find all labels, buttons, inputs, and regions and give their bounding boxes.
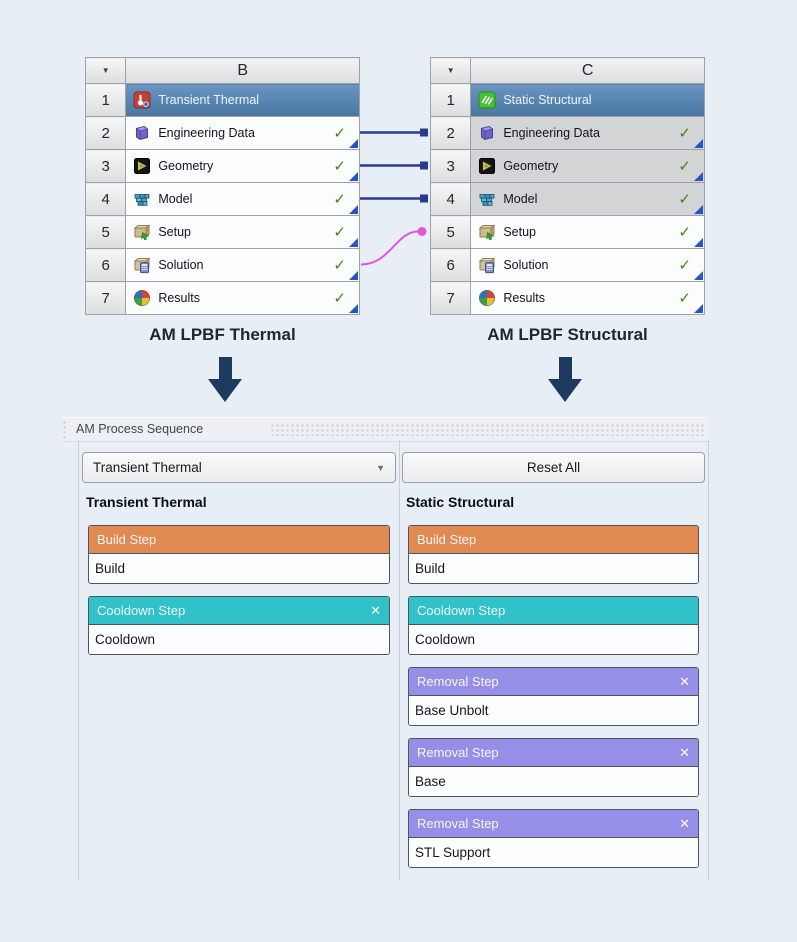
system-row xyxy=(86,282,360,315)
step-card-build-step xyxy=(408,525,699,584)
engineering-data-icon xyxy=(478,124,496,142)
state-triangle-icon xyxy=(694,205,703,214)
step-name: Base xyxy=(409,766,698,796)
step-card-header[interactable] xyxy=(409,526,698,553)
engineering-data-icon xyxy=(133,124,151,142)
cell-label: Results xyxy=(158,291,201,305)
close-icon[interactable]: ✕ xyxy=(370,603,381,618)
system-menu-icon[interactable]: ▼ xyxy=(431,58,471,84)
solution-icon xyxy=(133,256,151,274)
cell-setup[interactable] xyxy=(471,216,705,249)
cell-results[interactable] xyxy=(471,282,705,315)
close-icon[interactable]: ✕ xyxy=(679,816,690,831)
row-number: 6 xyxy=(86,249,126,282)
step-card-header[interactable] xyxy=(89,526,389,553)
sequence-column-thermal xyxy=(78,440,400,880)
cell-solution[interactable] xyxy=(126,249,360,282)
static-structural-icon xyxy=(478,91,496,109)
results-icon xyxy=(478,289,496,307)
geometry-icon xyxy=(133,157,151,175)
system-row xyxy=(431,150,705,183)
step-type-label: Removal Step xyxy=(417,674,499,689)
step-card-cooldown-step xyxy=(88,596,390,655)
down-arrow-icon xyxy=(548,357,582,402)
down-arrow-icon xyxy=(208,357,242,402)
model-icon xyxy=(133,190,151,208)
step-card-removal-step xyxy=(408,809,699,868)
check-ok-icon: ✓ xyxy=(333,223,346,241)
system-caption-structural: AM LPBF Structural xyxy=(487,325,648,344)
cell-label: Static Structural xyxy=(503,93,592,107)
sequence-type-dropdown[interactable] xyxy=(82,452,396,483)
cell-setup[interactable] xyxy=(126,216,360,249)
system-menu-icon[interactable]: ▼ xyxy=(86,58,126,84)
system-row xyxy=(86,150,360,183)
check-ok-icon: ✓ xyxy=(678,256,691,274)
state-triangle-icon xyxy=(349,139,358,148)
system-row xyxy=(431,117,705,150)
row-number: 3 xyxy=(86,150,126,183)
system-row xyxy=(86,84,360,117)
system-row xyxy=(86,249,360,282)
step-card-header[interactable] xyxy=(89,597,389,624)
system-links xyxy=(360,100,432,290)
row-number: 2 xyxy=(86,117,126,150)
step-type-label: Cooldown Step xyxy=(97,603,186,618)
check-ok-icon: ✓ xyxy=(333,256,346,274)
row-number: 5 xyxy=(431,216,471,249)
step-name: Cooldown xyxy=(409,624,698,654)
state-triangle-icon xyxy=(694,139,703,148)
cell-label: Setup xyxy=(503,225,536,239)
row-number: 4 xyxy=(431,183,471,216)
step-name: Cooldown xyxy=(89,624,389,654)
cell-label: Geometry xyxy=(158,159,214,173)
step-type-label: Cooldown Step xyxy=(417,603,506,618)
system-letter-b[interactable]: B xyxy=(126,58,360,84)
step-name: Base Unbolt xyxy=(409,695,698,725)
cell-label: Engineering Data xyxy=(158,126,255,140)
row-number: 2 xyxy=(431,117,471,150)
check-ok-icon: ✓ xyxy=(678,157,691,175)
transfer-link-solution-to-setup xyxy=(361,232,418,265)
chevron-down-icon: ▼ xyxy=(376,462,385,473)
state-triangle-icon xyxy=(349,271,358,280)
cell-label: Solution xyxy=(503,258,549,272)
row-number: 3 xyxy=(431,150,471,183)
state-triangle-icon xyxy=(694,271,703,280)
am-process-sequence-header xyxy=(62,417,708,442)
state-triangle-icon xyxy=(349,304,358,313)
row-number: 7 xyxy=(86,282,126,315)
step-card-header[interactable] xyxy=(409,597,698,624)
reset-all-button[interactable]: Reset All xyxy=(402,452,705,483)
state-triangle-icon xyxy=(349,205,358,214)
system-letter-c[interactable]: C xyxy=(471,58,705,84)
row-number: 1 xyxy=(86,84,126,117)
cell-label: Solution xyxy=(158,258,204,272)
check-ok-icon: ✓ xyxy=(678,223,691,241)
step-name: STL Support xyxy=(409,837,698,867)
system-row xyxy=(431,216,705,249)
dropdown-value: Transient Thermal xyxy=(93,460,202,475)
sequence-column-structural xyxy=(399,440,709,880)
check-ok-icon: ✓ xyxy=(678,190,691,208)
step-type-label: Removal Step xyxy=(417,745,499,760)
system-block-c xyxy=(430,57,705,315)
row-number: 5 xyxy=(86,216,126,249)
system-block-b xyxy=(85,57,360,315)
state-triangle-icon xyxy=(694,304,703,313)
system-row xyxy=(431,84,705,117)
close-icon[interactable]: ✕ xyxy=(679,674,690,689)
setup-icon xyxy=(478,223,496,241)
panel-grip-handle[interactable] xyxy=(62,420,67,439)
cell-label: Setup xyxy=(158,225,191,239)
cell-engineering-data[interactable] xyxy=(126,117,360,150)
transient-thermal-icon xyxy=(133,91,151,109)
step-card-header[interactable] xyxy=(409,739,698,766)
cell-label: Transient Thermal xyxy=(158,93,260,107)
check-ok-icon: ✓ xyxy=(678,289,691,307)
solution-icon xyxy=(478,256,496,274)
step-name: Build xyxy=(409,553,698,583)
check-ok-icon: ✓ xyxy=(333,289,346,307)
check-ok-icon: ✓ xyxy=(678,124,691,142)
check-ok-icon: ✓ xyxy=(333,157,346,175)
cell-label: Model xyxy=(503,192,538,206)
system-row xyxy=(431,282,705,315)
sequence-column-header: Transient Thermal xyxy=(86,494,207,510)
step-card-cooldown-step xyxy=(408,596,699,655)
state-triangle-icon xyxy=(694,172,703,181)
cell-transient-thermal[interactable] xyxy=(126,84,360,117)
cell-model[interactable] xyxy=(471,183,705,216)
row-number: 7 xyxy=(431,282,471,315)
setup-icon xyxy=(133,223,151,241)
row-number: 1 xyxy=(431,84,471,117)
sequence-column-header: Static Structural xyxy=(406,494,515,510)
system-row xyxy=(431,183,705,216)
step-name: Build xyxy=(89,553,389,583)
step-type-label: Build Step xyxy=(97,532,157,547)
cell-results[interactable] xyxy=(126,282,360,315)
system-row xyxy=(86,117,360,150)
geometry-icon xyxy=(478,157,496,175)
close-icon[interactable]: ✕ xyxy=(679,745,690,760)
step-type-label: Removal Step xyxy=(417,816,499,831)
row-number: 6 xyxy=(431,249,471,282)
cell-label: Geometry xyxy=(503,159,559,173)
check-ok-icon: ✓ xyxy=(333,190,346,208)
cell-solution[interactable] xyxy=(471,249,705,282)
step-card-header[interactable] xyxy=(409,810,698,837)
model-icon xyxy=(478,190,496,208)
system-caption-thermal: AM LPBF Thermal xyxy=(149,325,296,344)
state-triangle-icon xyxy=(694,238,703,247)
cell-geometry[interactable] xyxy=(126,150,360,183)
state-triangle-icon xyxy=(349,238,358,247)
step-card-removal-step xyxy=(408,667,699,726)
row-number: 4 xyxy=(86,183,126,216)
results-icon xyxy=(133,289,151,307)
cell-static-structural[interactable] xyxy=(471,84,705,117)
cell-model[interactable] xyxy=(126,183,360,216)
cell-geometry[interactable] xyxy=(471,150,705,183)
step-type-label: Build Step xyxy=(417,532,477,547)
state-triangle-icon xyxy=(349,172,358,181)
step-card-removal-step xyxy=(408,738,699,797)
system-row xyxy=(431,249,705,282)
system-row xyxy=(86,183,360,216)
step-card-header[interactable] xyxy=(409,668,698,695)
system-row xyxy=(86,216,360,249)
cell-label: Results xyxy=(503,291,546,305)
cell-label: Model xyxy=(158,192,193,206)
cell-label: Engineering Data xyxy=(503,126,600,140)
step-card-build-step xyxy=(88,525,390,584)
check-ok-icon: ✓ xyxy=(333,124,346,142)
panel-header-texture xyxy=(270,423,705,436)
panel-title: AM Process Sequence xyxy=(76,422,204,436)
cell-engineering-data[interactable] xyxy=(471,117,705,150)
